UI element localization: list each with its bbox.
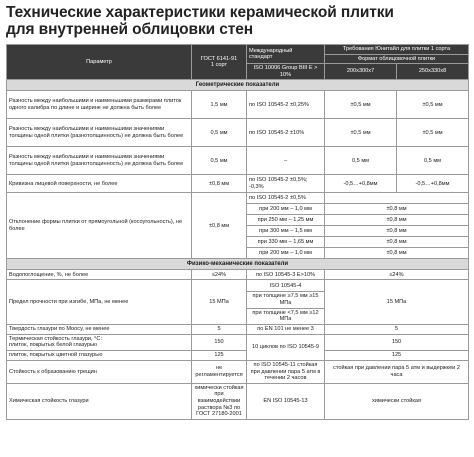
spec-table <box>6 44 469 420</box>
col-gost-header: ГОСТ 6141-91 1 сорт <box>192 45 247 80</box>
value-cell: ±0,8 мм <box>325 204 469 215</box>
intl-cell: при 300 мм – 1,5 мм <box>247 226 325 237</box>
col-intl-header: Международный стандарт <box>247 45 325 64</box>
value-cell: ±0,8 мм <box>325 248 469 259</box>
value-cell: 15 МПа <box>325 280 469 324</box>
param-cell: Химическая стойкость глазури <box>7 383 192 419</box>
table-row <box>7 383 469 419</box>
col-param-header: Параметр <box>7 45 192 80</box>
intl-cell: ISO 10545-4 <box>247 280 325 292</box>
intl-cell: EN ISO 10545-13 <box>247 383 325 419</box>
table-row <box>7 280 469 292</box>
table-row <box>7 175 469 193</box>
value-cell: 5 <box>325 324 469 334</box>
intl-cell: по ISO 10545-2 ±0,5% <box>247 193 325 204</box>
value-cell: ±0,5 мм <box>325 91 397 119</box>
table-row <box>7 91 469 119</box>
page-title <box>6 0 468 38</box>
table-row <box>7 334 469 350</box>
intl-cell: 10 циклов по ISO 10545-9 <box>247 334 325 360</box>
param-cell: Твердость глазури по Моосу, не менее <box>7 324 192 334</box>
format-header: Формат облицовочной плитки <box>325 54 469 64</box>
table-row <box>7 360 469 383</box>
value-cell <box>325 193 469 204</box>
format-1: 200х300х7 <box>325 64 397 80</box>
value-cell: 125 <box>325 350 469 360</box>
param-cell <box>7 334 192 350</box>
param-cell: Разность между наибольшими и наименьшими значениями толщины одной плитки (разнотолщинность) не должна быть более <box>7 119 192 147</box>
intl-cell: при 200 мм – 1,0 мм <box>247 248 325 259</box>
value-cell: -0,5…+0,8мм <box>325 175 397 193</box>
gost-cell: ±0,8 мм <box>192 175 247 193</box>
gost-cell: 5 <box>192 324 247 334</box>
title-line-2: для внутренней облицовки стен <box>6 21 254 38</box>
intl-cell: по ISO 10545-2 ±0,25% <box>247 91 325 119</box>
table-row <box>7 147 469 175</box>
gost-cell: 0,5 мм <box>192 147 247 175</box>
gost-cell: 125 <box>192 350 247 360</box>
format-2: 250х330х8 <box>397 64 469 80</box>
gost-cell: ≤24% <box>192 270 247 280</box>
gost-cell: 15 МПа <box>192 280 247 324</box>
value-cell: 0,5 мм <box>325 147 397 175</box>
intl-cell: при толщине <7,5 мм ≥12 МПа <box>247 308 325 324</box>
intl-cell: при 250 мм – 1,25 мм <box>247 215 325 226</box>
intl-cell: по ISO 10545-3 E>10% <box>247 270 325 280</box>
value-cell: ≤24% <box>325 270 469 280</box>
value-cell: -0,5…+0,8мм <box>397 175 469 193</box>
param-cell: Разность между наибольшими и наименьшими значениями толщины одной плитки (разнотолщинность) не должна быть более <box>7 147 192 175</box>
intl-line: -0,3% <box>249 183 264 190</box>
value-cell: химически стойкая <box>325 383 469 419</box>
table-row <box>7 324 469 334</box>
header-row-1 <box>7 45 469 55</box>
gost-cell: 0,5 мм <box>192 119 247 147</box>
param-line: Термическая стойкость глазури, °С: <box>9 335 103 342</box>
table-row <box>7 270 469 280</box>
col-intl-sub: ISO 10006 Group BIII E > 10% <box>247 64 325 80</box>
intl-cell: по EN 101 не менее 3 <box>247 324 325 334</box>
intl-cell: – <box>247 147 325 175</box>
param-cell: плиток, покрытых цветной глазурью <box>7 350 192 360</box>
param-cell: Кривизна лицевой поверхности, не более <box>7 175 192 193</box>
intl-line: по ISO 10545-2 ±0,5%; <box>249 177 308 184</box>
intl-cell: по ISO 10545-11 стойкая при давлении пара 5 атм в течении 2 часов <box>247 360 325 383</box>
table-row <box>7 350 469 360</box>
value-cell: 0,5 мм <box>397 147 469 175</box>
param-cell: Разность между наибольшими и наименьшими размерами плиток одного калибра по длине и ширине не должна быть более <box>7 91 192 119</box>
intl-cell: при толщине ≥7,5 мм ≥15 МПа <box>247 292 325 308</box>
param-cell: Стойкость к образованию трещин <box>7 360 192 383</box>
value-cell: ±0,8 мм <box>325 237 469 248</box>
gost-cell: химически стойкая при взаимодействии раствора №3 по ГОСТ 27180-2001 <box>192 383 247 419</box>
section-phys: Физико-механические показатели <box>7 259 469 270</box>
table-row <box>7 119 469 147</box>
value-cell: 150 <box>325 334 469 350</box>
gost-cell: 150 <box>192 334 247 350</box>
table-row <box>7 193 469 204</box>
gost-cell: не регламентируется <box>192 360 247 383</box>
value-cell: ±0,5 мм <box>325 119 397 147</box>
value-cell: ±0,8 мм <box>325 226 469 237</box>
param-line: плиток, покрытых белой глазурью <box>9 342 98 349</box>
intl-cell <box>247 175 325 193</box>
value-cell: стойкая при давлении пара 5 атм и выдержкеи 2 часа <box>325 360 469 383</box>
intl-cell: по ISO 10545-2 ±10% <box>247 119 325 147</box>
section-geom: Геометрические показатели <box>7 80 469 91</box>
param-cell: Предел прочности при изгибе, МПа, не менее <box>7 280 192 324</box>
value-cell: ±0,8 мм <box>325 215 469 226</box>
gost-cell: ±0,8 мм <box>192 193 247 259</box>
value-cell: ±0,5 мм <box>397 119 469 147</box>
intl-cell: при 330 мм – 1,65 мм <box>247 237 325 248</box>
section-row <box>7 259 469 270</box>
value-cell: ±0,5 мм <box>397 91 469 119</box>
param-cell: Отклонение формы плитки от прямоугольной (косоугольность), не более <box>7 193 192 259</box>
title-line-1: Технические характеристики керамической плитки <box>6 4 394 21</box>
gost-cell: 1,5 мм <box>192 91 247 119</box>
section-row <box>7 80 469 91</box>
param-cell: Водопоглощение, %, не более <box>7 270 192 280</box>
intl-cell: при 200 мм – 1,0 мм <box>247 204 325 215</box>
col-unitile-header: Требования Юнитайл для плитки 1 сорта <box>325 45 469 55</box>
